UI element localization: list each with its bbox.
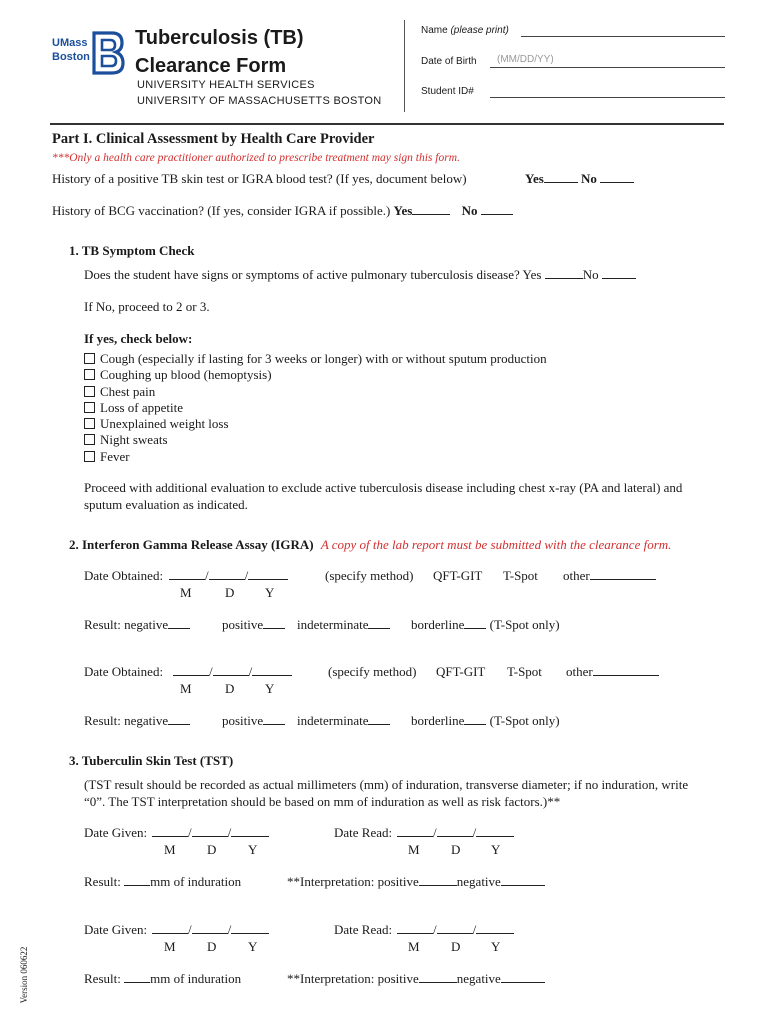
s3-title: 3. Tuberculin Skin Test (TST) [69,753,234,768]
igra1-indeterminate[interactable]: indeterminate [297,617,390,633]
dept-name: UNIVERSITY HEALTH SERVICES [137,79,315,91]
igra1-m: M [180,585,192,600]
name-label: Name [421,25,448,36]
igra1-positive[interactable]: positive [222,617,285,633]
tb-history-question: History of a positive TB skin test or IGRA blood test? (If yes, document below) [52,171,467,186]
tst2-read-m: M [408,939,420,954]
logo-text-umass: UMass [52,37,88,49]
s1-question: Does the student have signs or symptoms of active pulmonary tuberculosis disease? Yes [84,267,542,282]
s1-if-yes: If yes, check below: [84,331,193,346]
tst2-read-y: Y [491,939,501,954]
student-id-label: Student ID# [421,86,474,97]
part1-title: Part I. Clinical Assessment by Health Care Provider [52,131,375,147]
header-rule [50,123,724,125]
igra1-y: Y [265,585,275,600]
name-line [521,36,725,37]
bcg-yes-label: Yes [393,203,413,218]
part1-note: ***Only a health care practitioner authorized to prescribe treatment may sign this form. [52,152,460,164]
symptom-item[interactable]: Loss of appetite [84,400,547,416]
symptom-list [84,351,547,465]
tst2-interpretation[interactable]: **Interpretation: positive negative [287,971,545,987]
s2-header [69,537,671,553]
tst1-read-fields[interactable]: / / [397,825,514,841]
s2-note: A copy of the lab report must be submitted with the clearance form. [320,537,672,552]
symptom-item[interactable]: Chest pain [84,384,547,400]
tb-history-yes-label: Yes [525,171,544,186]
bcg-no-blank[interactable] [481,203,513,215]
s3-desc-line1: (TST result should be recorded as actual millimeters (mm) of induration, transverse diameter; if no induration, write [84,777,689,792]
igra1-date-fields[interactable]: / / [169,568,288,584]
igra2-m: M [180,681,192,696]
bcg-row [52,203,513,219]
igra1-tspot[interactable]: T-Spot [503,568,538,583]
university-name: UNIVERSITY OF MASSACHUSETTS BOSTON [137,95,382,107]
tst1-given-fields[interactable]: / / [152,825,269,841]
bcg-question: History of BCG vaccination? (If yes, consider IGRA if possible.) [52,203,391,218]
bcg-yes-blank[interactable] [412,203,450,215]
bcg-no-label: No [461,203,478,218]
tst2-given-label: Date Given: [84,922,148,937]
tst2-given-fields[interactable]: / / [152,922,269,938]
s3-desc-line2: “0”. The TST interpretation should be based on mm of induration as well as risk factors.)** [84,794,561,809]
igra1-result-negative[interactable]: Result: negative [84,617,190,633]
igra1-qft[interactable]: QFT-GIT [433,568,483,583]
igra1-method: (specify method) [325,568,414,583]
igra2-date-fields[interactable]: / / [173,664,292,680]
checkbox[interactable] [84,386,95,397]
tst1-result[interactable]: Result: mm of induration [84,874,242,889]
igra1-date-label: Date Obtained: [84,568,164,583]
s1-title: 1. TB Symptom Check [69,243,195,258]
tb-history-no-label: No [581,171,597,186]
igra2-d: D [225,681,235,696]
tst1-read-d: D [451,842,461,857]
tst2-read-label: Date Read: [334,922,393,937]
symptom-item[interactable]: Coughing up blood (hemoptysis) [84,367,547,383]
s1-proceed-line1: Proceed with additional evaluation to exclude active tuberculosis disease including chest x-ray (PA and lateral) and [84,480,683,495]
s1-yes-blank[interactable] [545,267,583,279]
tst2-result[interactable]: Result: mm of induration [84,971,242,986]
tst1-interpretation[interactable]: **Interpretation: positive negative [287,874,545,890]
igra1-d: D [225,585,235,600]
checkbox[interactable] [84,418,95,429]
igra2-indeterminate[interactable]: indeterminate [297,713,390,729]
tst1-read-m: M [408,842,420,857]
checkbox[interactable] [84,369,95,380]
s1-question-row [84,267,636,283]
name-field[interactable] [421,25,509,36]
checkbox[interactable] [84,353,95,364]
dob-label: Date of Birth [421,56,477,67]
s1-proceed-line2: sputum evaluation as indicated. [84,497,248,512]
igra2-method: (specify method) [328,664,417,679]
logo-text-boston: Boston [52,51,90,63]
tb-history-answer [525,171,634,187]
form-title-line1: Tuberculosis (TB) [135,27,304,49]
s1-no-label: No [582,267,599,282]
tst2-given-y: Y [248,939,258,954]
tst1-given-y: Y [248,842,258,857]
checkbox[interactable] [84,402,95,413]
tst2-given-d: D [207,939,217,954]
header-divider [404,20,405,112]
tst1-given-label: Date Given: [84,825,148,840]
form-title-line2: Clearance Form [135,55,287,77]
tst1-read-label: Date Read: [334,825,393,840]
s2-title: 2. Interferon Gamma Release Assay (IGRA) [69,537,314,552]
symptom-item[interactable]: Night sweats [84,432,547,448]
symptom-item[interactable]: Fever [84,449,547,465]
s1-no-blank[interactable] [602,267,636,279]
s1-if-no: If No, proceed to 2 or 3. [84,299,210,314]
igra2-other[interactable]: other [566,664,659,680]
name-hint: (please print) [450,25,509,36]
student-id-line[interactable] [490,97,725,98]
igra1-other[interactable]: other [563,568,656,584]
dob-line [490,67,725,68]
tb-history-no-blank[interactable] [600,171,634,183]
igra2-date-label: Date Obtained: [84,664,164,679]
tst1-given-m: M [164,842,176,857]
igra2-tspot[interactable]: T-Spot [507,664,542,679]
igra2-y: Y [265,681,275,696]
tst1-read-y: Y [491,842,501,857]
checkbox[interactable] [84,434,95,445]
igra1-borderline[interactable]: borderline (T-Spot only) [411,617,560,632]
igra2-borderline[interactable]: borderline (T-Spot only) [411,713,560,728]
tst2-given-m: M [164,939,176,954]
tb-history-yes-blank[interactable] [544,171,578,183]
tst1-given-d: D [207,842,217,857]
version-label: Version 060622 [19,946,29,1004]
symptom-item[interactable]: Unexplained weight loss [84,416,547,432]
checkbox[interactable] [84,451,95,462]
igra2-positive[interactable]: positive [222,713,285,729]
logo-mark-icon [90,30,126,76]
dob-placeholder[interactable]: (MM/DD/YY) [497,54,554,65]
igra2-result-negative[interactable]: Result: negative [84,713,190,729]
igra2-qft[interactable]: QFT-GIT [436,664,486,679]
tst2-read-fields[interactable]: / / [397,922,514,938]
symptom-item[interactable]: Cough (especially if lasting for 3 weeks or longer) with or without sputum production [84,351,547,367]
tst2-read-d: D [451,939,461,954]
